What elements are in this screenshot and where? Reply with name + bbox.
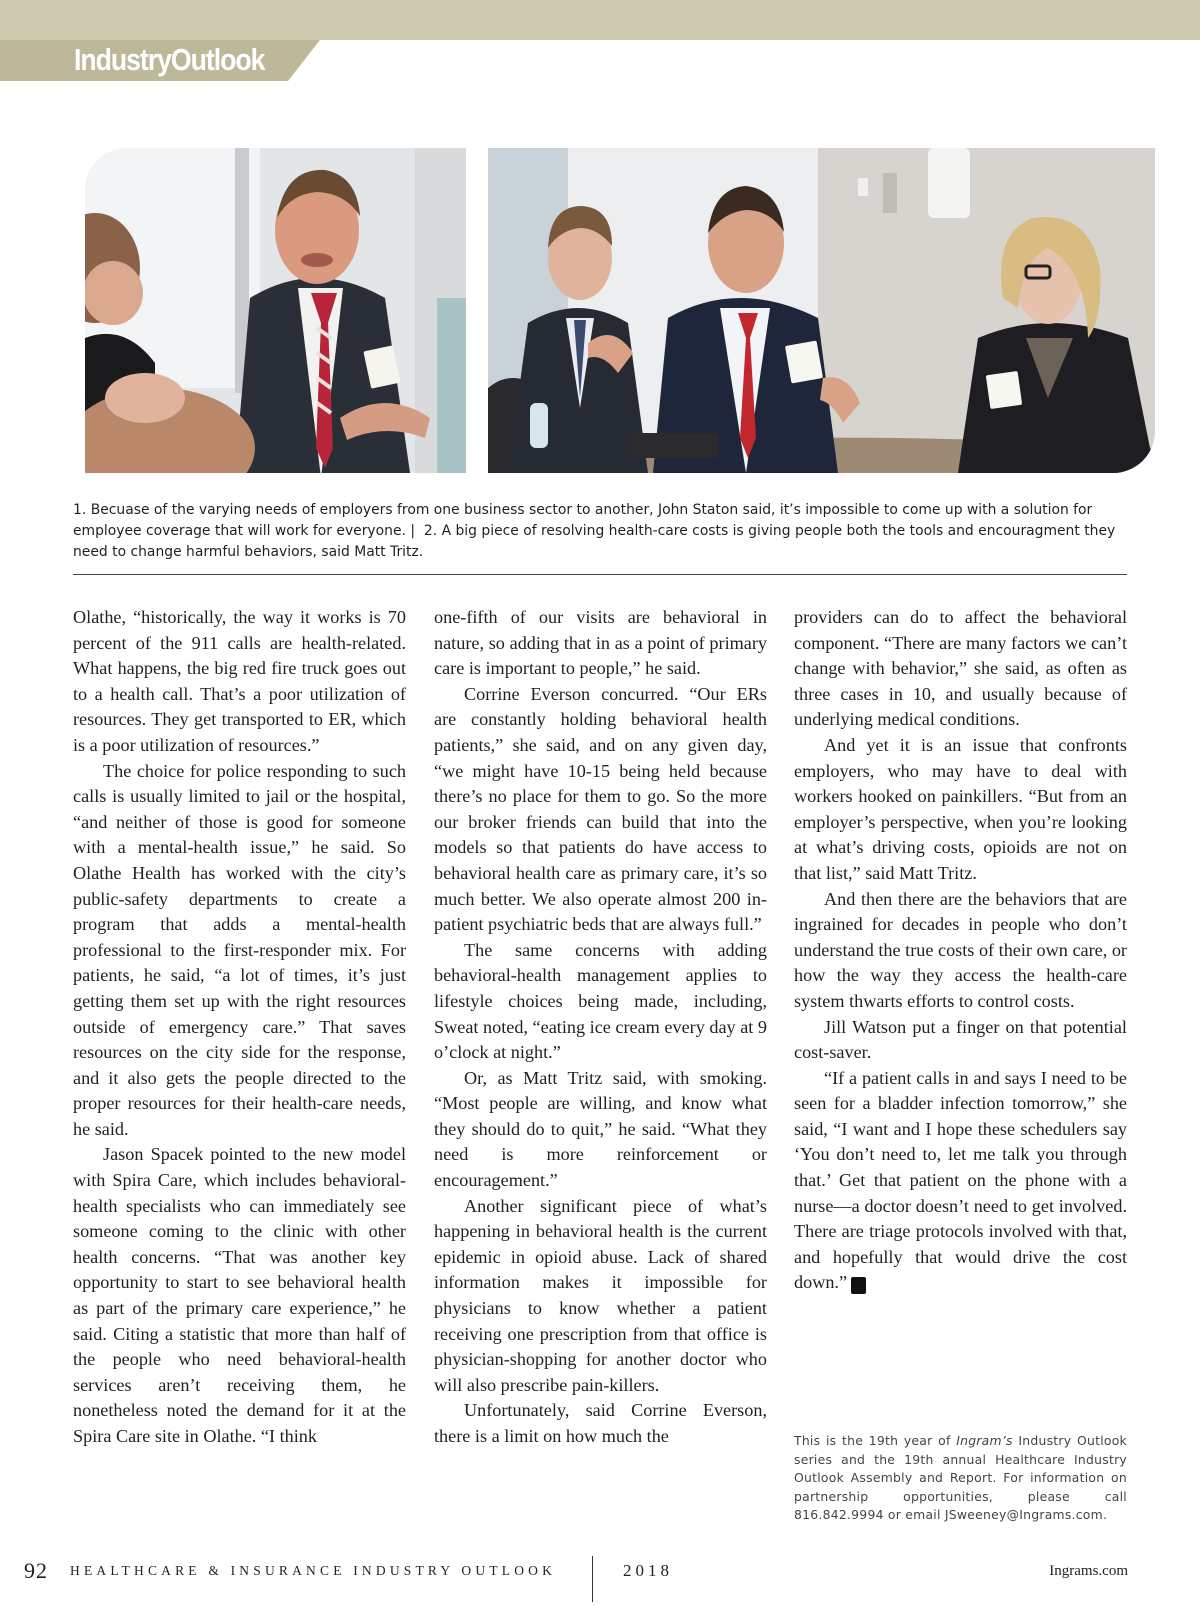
header-band xyxy=(0,0,1200,40)
paragraph: Corrine Everson concurred. “Our ERs are constantly holding behavioral health patients,” she said, and on any given day, “we might have 10-15 being held because there’s no place for them to go. So the more our broker friends can build that into the models so that patients do have access to behavioral health care as primary care, it’s so much better. We also operate almost 200 in-patient psychiatric beds that are always full.” xyxy=(434,683,767,935)
paragraph: Unfortunately, said Corrine Everson, there is a limit on how much the xyxy=(434,1400,767,1446)
paragraph: Another significant piece of what’s happening in behavioral health is the current epidemic in opioid abuse. Lack of shared information makes it impossible for physicians to know whether a patient receiving one prescription from that office is physician-shopping for another doctor who will also prescribe pain-killers. xyxy=(434,1195,767,1395)
page-number: 92 xyxy=(24,1558,48,1583)
caption-number-2: 2. xyxy=(423,523,438,539)
paragraph: Jason Spacek pointed to the new model with Spira Care, which includes behavioral-health specialists who can immediately see someone coming to the clinic with other health concerns. “That was another key opportunity to start to see behavioral health as part of the primary care experience,” he said. Citing a statistic that more than half of the people who need behavioral-health services aren’t receiving them, he nonetheless noted the demand for it at the Spira Care site in Olathe. “I think xyxy=(73,1144,406,1446)
site-url[interactable]: Ingrams.com xyxy=(1049,1563,1128,1579)
note-text-b: Industry Outlook series and the 19th annual Healthcare Industry Outlook Assembly and Report. For information on partnership opportunities, please call 816.842.9994 or email JSweeney@Ingrams.com. xyxy=(794,1433,1127,1522)
article-column-1 xyxy=(73,605,406,1450)
publication-name: HEALTHCARE & INSURANCE INDUSTRY OUTLOOK xyxy=(70,1563,557,1578)
caption-name-2: Matt Tritz xyxy=(354,544,419,560)
section-title: IndustryOutlook xyxy=(74,42,265,77)
paragraph: Jill Watson put a finger on that potential cost-saver. xyxy=(794,1016,1127,1063)
caption-separator: | xyxy=(410,523,416,539)
paragraph-text: “If a patient calls in and says I need to be seen for a bladder infection tomorrow,” she said, “I want and I hope these schedulers say ‘You don’t need to, let me talk you through that.’ Get that patient on the phone with a nurse—a doctor doesn’t need to get involved. There are triage protocols involved with that, and hopefully that would drive the cost down.” xyxy=(794,1067,1127,1293)
photo-john-staton xyxy=(85,148,466,473)
caption-text-1b: said, it’s impossible to come up with a solution for employee coverage that will work for everyone. xyxy=(73,502,1093,539)
paragraph: one-fifth of our visits are behavioral in nature, so adding that in as a point of primary care is important to people,” he said. xyxy=(434,607,767,679)
paragraph: And yet it is an issue that confronts employers, who may have to deal with workers hooked on painkillers. “But from an employer’s perspective, when you’re looking at what’s driving costs, opioids are not on that list,” said Matt Tritz. xyxy=(794,734,1127,883)
caption-number-1: 1. xyxy=(73,502,87,518)
publication-year: 2018 xyxy=(623,1561,673,1580)
footer-divider xyxy=(592,1556,593,1602)
series-note xyxy=(794,1432,1127,1525)
end-mark-icon: I xyxy=(851,1277,866,1294)
paragraph: Or, as Matt Tritz said, with smoking. “Most people are willing, and know what they should do to quit,” he said. “What they need is more reinforcement or encouragement.” xyxy=(434,1067,767,1191)
paragraph: Olathe, “historically, the way it works is 70 percent of the 911 calls are health-related. What happens, the big red fire truck goes out to a health call. That’s a poor utilization of resources. They get transported to ER, which is a poor utilization of resources.” xyxy=(73,607,406,755)
paragraph: The choice for police responding to such calls is usually limited to jail or the hospital, “and neither of those is good for someone with a mental-health issue,” he said. So Olathe Health has worked with the city’s public-safety departments to create a program that adds a mental-health professional to the first-responder mix. For patients, he said, “a lot of times, it’s just getting them set up with the right resources outside of emergency care.” That saves resources on the city side for the response, and it also gets the people directed to the proper resources for their health-care needs, he said. xyxy=(73,760,406,1139)
paragraph: The same concerns with adding behavioral-health management applies to lifestyle choices being made, including, Sweat noted, “eating ice cream every day at 9 o’clock at night.” xyxy=(434,939,767,1063)
paragraph: providers can do to affect the behavioral component. “There are many factors we can’t change with behavior,” she said, as often as three cases in 10, and usually because of underlying medical conditions. xyxy=(794,607,1127,730)
caption-name-1: John Staton xyxy=(658,502,739,518)
caption-text-1a: Becuase of the varying needs of employers from one business sector to another, xyxy=(90,502,654,518)
photo-matt-tritz xyxy=(488,148,1155,473)
note-italic: Ingram’s xyxy=(956,1433,1013,1448)
last-paragraph xyxy=(794,1066,1127,1296)
article-column-2 xyxy=(434,605,767,1450)
caption-end: . xyxy=(418,544,424,560)
caption-text-2a: A big piece of resolving health-care costs is giving people both the tools and encouragment they need to change harmful behaviors, said xyxy=(73,523,1116,560)
caption-rule xyxy=(73,574,1127,575)
photo-caption xyxy=(73,500,1133,563)
article-column-3 xyxy=(794,605,1127,1296)
paragraph: And then there are the behaviors that are ingrained for decades in people who don’t understand the true costs of their own care, or how the way they access the health-care system thwarts efforts to control costs. xyxy=(794,888,1127,1011)
photo-2-illustration xyxy=(488,148,1155,473)
note-text-a: This is the 19th year of xyxy=(794,1433,951,1448)
photo-1-illustration xyxy=(85,148,466,473)
